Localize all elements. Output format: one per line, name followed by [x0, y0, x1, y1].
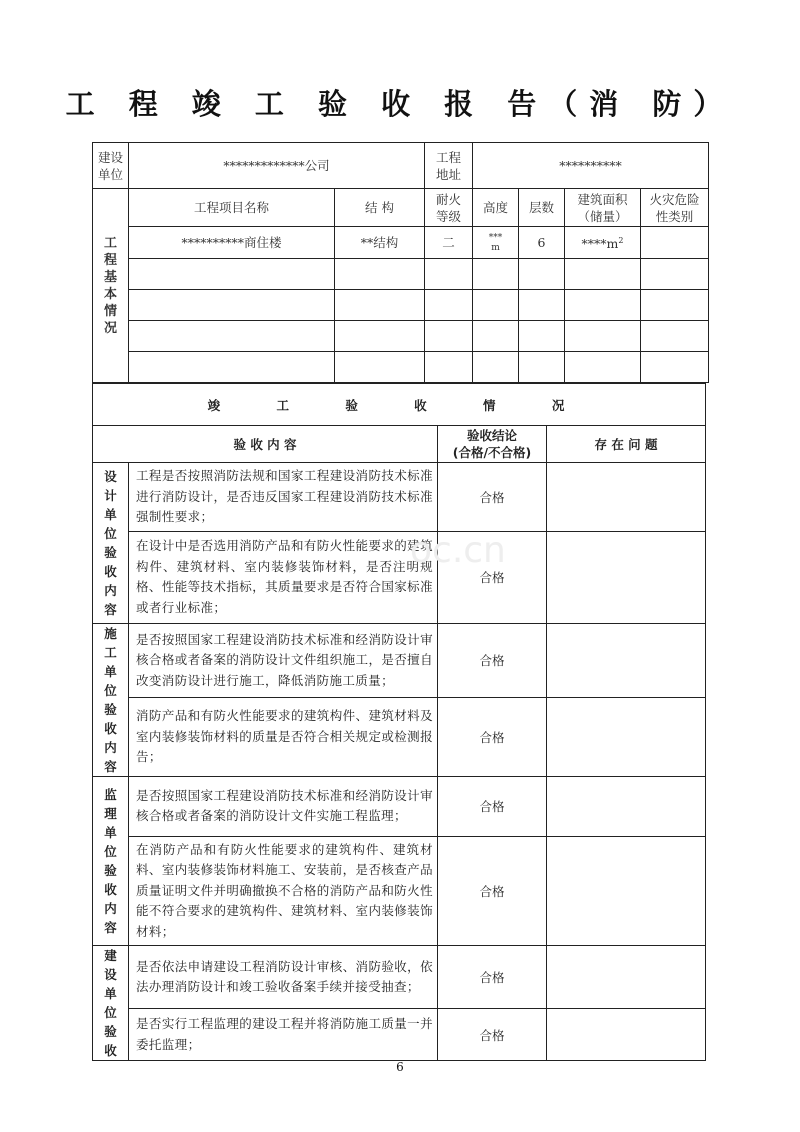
group-label-char: 建 — [104, 948, 117, 963]
group-label — [93, 623, 129, 776]
hazard-value — [641, 227, 709, 259]
area-value — [565, 227, 641, 259]
group-label-char: 位 — [104, 843, 117, 859]
section-title: 竣 工 验 收 情 况 — [93, 384, 706, 426]
group-label-char: 监 — [104, 786, 117, 802]
group-label-char: 内 — [104, 582, 117, 598]
group-label-char: 位 — [104, 682, 117, 698]
acceptance-verdict: 合格 — [438, 836, 547, 946]
acceptance-verdict: 合格 — [438, 463, 547, 532]
acceptance-issues — [547, 836, 706, 946]
empty-cell — [425, 290, 473, 321]
group-label-char: 工 — [104, 644, 117, 660]
header-floors: 层数 — [519, 189, 565, 227]
area-number: ****m — [581, 236, 619, 252]
acceptance-row — [93, 623, 706, 698]
header-area: 建筑面积 （储量） — [565, 189, 641, 227]
empty-cell — [473, 259, 519, 290]
height-unit: m — [491, 242, 500, 253]
group-label-char: 收 — [104, 563, 117, 579]
empty-cell — [519, 290, 565, 321]
acceptance-content: 在消防产品和有防火性能要求的建筑构件、建筑材料、室内装修装饰材料施工、安装前，是否核查产品质量证明文件并明确撤换不合格的消防产品和防火性能不符合要求的建筑构件、建筑材料、室内装修装饰材料； — [129, 836, 438, 946]
group-label — [93, 776, 129, 946]
empty-cell — [129, 259, 335, 290]
header-issues: 存 在 问 题 — [547, 426, 706, 463]
height-stars: *** — [488, 232, 503, 243]
acceptance-content: 是否按照国家工程建设消防技术标准和经消防设计审核合格或者备案的消防设计文件实施工程监理； — [129, 776, 438, 836]
acceptance-issues — [547, 1009, 706, 1061]
header-structure: 结 构 — [335, 189, 425, 227]
acceptance-verdict: 合格 — [438, 698, 547, 776]
empty-cell — [641, 290, 709, 321]
group-label-char: 理 — [104, 805, 117, 821]
group-label-char: 容 — [104, 758, 117, 774]
empty-cell — [519, 321, 565, 352]
acceptance-row — [93, 698, 706, 776]
header-height: 高度 — [473, 189, 519, 227]
height-value — [473, 227, 519, 259]
group-label-char: 单 — [104, 506, 117, 522]
group-label-char: 容 — [104, 919, 117, 935]
group-label-char: 单 — [104, 986, 117, 1001]
side-label-char: 基 — [103, 269, 117, 285]
group-label-char: 内 — [104, 739, 117, 755]
group-label-char: 验 — [104, 1024, 117, 1039]
acceptance-issues — [547, 623, 706, 698]
empty-cell — [473, 290, 519, 321]
empty-cell — [425, 321, 473, 352]
acceptance-verdict: 合格 — [438, 946, 547, 1009]
acceptance-content: 工程是否按照消防法规和国家工程建设消防技术标准进行消防设计，是否违反国家工程建设消防技术标准强制性要求； — [129, 463, 438, 532]
group-label-char: 设 — [104, 967, 117, 982]
acceptance-content: 是否实行工程监理的建设工程并将消防施工质量一并委托监理； — [129, 1009, 438, 1061]
acceptance-row — [93, 946, 706, 1009]
empty-cell — [519, 352, 565, 383]
header-content: 验 收 内 容 — [93, 426, 438, 463]
acceptance-content: 在设计中是否选用消防产品和有防火性能要求的建筑构件、建筑材料、室内装修装饰材料，是否注明规格、性能等技术指标，其质量要求是否符合国家标准或者行业标准； — [129, 531, 438, 623]
group-label-char: 位 — [104, 1005, 117, 1020]
acceptance-issues — [547, 698, 706, 776]
empty-cell — [473, 321, 519, 352]
group-label — [93, 463, 129, 624]
acceptance-row — [93, 1009, 706, 1061]
header-verdict: 验收结论 (合格/不合格) — [438, 426, 547, 463]
empty-cell — [335, 321, 425, 352]
group-label-char: 验 — [104, 701, 117, 717]
side-label-char: 本 — [103, 286, 117, 302]
empty-cell — [641, 352, 709, 383]
acceptance-issues — [547, 531, 706, 623]
empty-cell — [565, 321, 641, 352]
group-label-char: 设 — [104, 468, 117, 484]
group-label-char: 验 — [104, 862, 117, 878]
group-label-char: 收 — [104, 881, 117, 897]
group-label-char: 位 — [104, 525, 117, 541]
acceptance-verdict: 合格 — [438, 623, 547, 698]
group-label-char: 收 — [104, 1043, 117, 1058]
empty-cell — [425, 259, 473, 290]
project-basic-info-label — [93, 189, 129, 383]
acceptance-table — [92, 383, 706, 1061]
group-label-char: 收 — [104, 720, 117, 736]
acceptance-content: 消防产品和有防火性能要求的建筑构件、建筑材料及室内装修装饰材料的质量是否符合相关规定或检测报告； — [129, 698, 438, 776]
group-label-char: 验 — [104, 544, 117, 560]
project-name-value: **********商住楼 — [129, 227, 335, 259]
acceptance-issues — [547, 776, 706, 836]
empty-cell — [565, 352, 641, 383]
watermark: oc.cn — [410, 530, 506, 571]
side-label-char: 情 — [103, 303, 117, 319]
side-label-char: 况 — [103, 320, 117, 336]
acceptance-content: 是否依法申请建设工程消防设计审核、消防验收，依法办理消防设计和竣工验收备案手续并接受抽查； — [129, 946, 438, 1009]
empty-cell — [335, 352, 425, 383]
acceptance-row — [93, 463, 706, 532]
acceptance-verdict: 合格 — [438, 531, 547, 623]
acceptance-content: 是否按照国家工程建设消防技术标准和经消防设计审核合格或者备案的消防设计文件组织施工，是否擅自改变消防设计进行施工，降低消防施工质量； — [129, 623, 438, 698]
acceptance-issues — [547, 463, 706, 532]
side-label-char: 程 — [103, 252, 117, 268]
project-info-table — [92, 142, 709, 383]
builder-label: 建设 单位 — [93, 143, 129, 189]
group-label-char: 单 — [104, 663, 117, 679]
empty-cell — [565, 290, 641, 321]
empty-cell — [641, 259, 709, 290]
empty-cell — [129, 352, 335, 383]
empty-cell — [129, 290, 335, 321]
empty-cell — [519, 259, 565, 290]
group-label-char: 内 — [104, 900, 117, 916]
acceptance-row — [93, 531, 706, 623]
document-title: 工 程 竣 工 验 收 报 告（消 防） — [65, 87, 735, 121]
header-project-name: 工程项目名称 — [129, 189, 335, 227]
address-value: ********** — [473, 143, 709, 189]
page-number: 6 — [396, 1060, 404, 1074]
empty-cell — [641, 321, 709, 352]
empty-cell — [565, 259, 641, 290]
empty-cell — [473, 352, 519, 383]
acceptance-verdict: 合格 — [438, 1009, 547, 1061]
acceptance-verdict: 合格 — [438, 776, 547, 836]
empty-cell — [129, 321, 335, 352]
group-label-char: 施 — [104, 625, 117, 641]
empty-cell — [335, 290, 425, 321]
empty-cell — [425, 352, 473, 383]
group-label-char: 计 — [104, 487, 117, 503]
acceptance-row — [93, 776, 706, 836]
address-label: 工程 地址 — [425, 143, 473, 189]
header-fire-grade: 耐火 等级 — [425, 189, 473, 227]
empty-cell — [335, 259, 425, 290]
header-hazard: 火灾危险 性类别 — [641, 189, 709, 227]
floors-value: 6 — [519, 227, 565, 259]
group-label-char: 单 — [104, 824, 117, 840]
group-label-char: 容 — [104, 601, 117, 617]
builder-value: *************公司 — [129, 143, 425, 189]
acceptance-row — [93, 836, 706, 946]
fire-grade-value: 二 — [425, 227, 473, 259]
acceptance-issues — [547, 946, 706, 1009]
side-label-char: 工 — [103, 235, 117, 251]
group-label — [93, 946, 129, 1061]
area-superscript: 2 — [618, 236, 624, 246]
structure-value: **结构 — [335, 227, 425, 259]
